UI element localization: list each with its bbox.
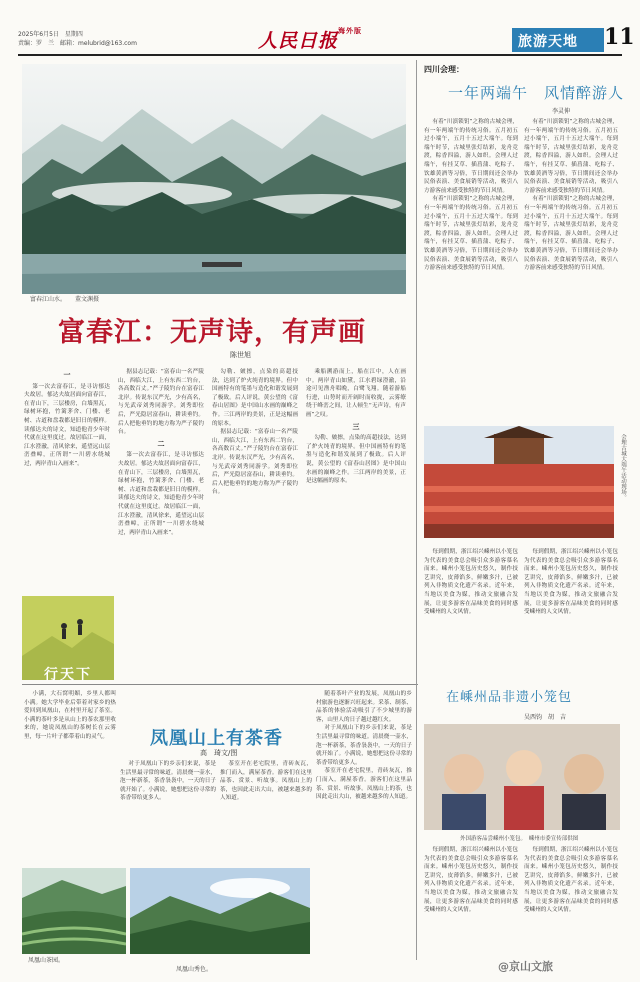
group-photo [424, 724, 620, 830]
article3-title: 一年两端午 风情醉游人 [448, 84, 625, 102]
issue-date: 2025年6月5日 星期四 [18, 31, 83, 38]
logo-text: 人民日报 [258, 30, 339, 52]
column-divider [416, 60, 417, 960]
section-number: 二 [157, 439, 165, 448]
article2-text: 茶室开在老宅院里，青砖灰瓦，推门而入，满屋茶香。游客们在这里品茶、赏景、听故事。凤凰山上的茶，也因此走出大山，被越来越多的人知道。 [220, 761, 312, 802]
article1-text: 第一次去富春江，是寻访郁达夫故居。郁达夫故居面向富春江，在青山下，三层楼房，白墙黑瓦，绿树环抱，竹篱茅舍、门楼、老树、古道和盘栽都是旧日的模样。读郁达夫的诗文，知道他青少年时代就在这里度过。故居临江一面，江水澄澈，清风徐来，遥望远山层峦叠嶂，正所谓“一川碧水绕城过，两岸青山入画来”。 [118, 452, 204, 536]
editor-info: 责编：罗 兰 邮箱：melubrid@163.com [18, 40, 137, 47]
article1-text: 第一次去富春江，是寻访郁达夫故居。郁达夫故居面向富春江，在青山下，三层楼房，白墙黑瓦，绿树环抱，竹篱茅舍、门楼、老树、古道和盘栽都是旧日的模样。读郁达夫的诗文，知道他青少年时代就在这里度过。故居临江一面，江水澄澈，清风徐来，遥望远山层峦叠嶂，正所谓“一川碧水绕城过，两岸青山入画来”。 [24, 383, 110, 467]
page-number: 11 [604, 24, 635, 50]
article1-text: 据县志记载：“富春山一名严陵山，西临大江，上有东西二钓台，各高数百丈。”严子陵钓台在富春江北岸。传说东汉严光，少有高名，与光武帝刘秀同游学。刘秀即位后，严光隐居富春山，耕读垂钓。后人把他垂钓的地方称为严子陵钓台。 [212, 429, 298, 496]
festival-photo-caption: 会理古城大端午活动现场。 [620, 434, 626, 500]
tourists-eating-image [424, 724, 620, 830]
article4-byline: 吴西钧 胡 吉 [524, 714, 567, 721]
article2-text: 对于凤凰山下的乡亲们来说，茶是生活里最寻常的味道。清晨烧一壶水，泡一杯新茶，茶香袅袅中，一天的日子就开始了。小满说，她想把这份寻常的茶香带给更多人。 [120, 761, 216, 802]
section-tag: 旅游天地 [512, 28, 604, 52]
header-rule [18, 54, 622, 56]
article4-title: 在嵊州品非遗小笼包 [446, 690, 573, 705]
article1-title: 富春江：无声诗，有声画 [58, 317, 366, 348]
article1-text: 据县志记载：“富春山一名严陵山，西临大江，上有东西二钓台，各高数百丈。”严子陵钓台在富春江北岸。传说东汉严光，少有高名，与光武帝刘秀同游学。刘秀即位后，严光隐居富春山，耕读垂钓。后人把他垂钓的地方称为严子陵钓台。 [118, 369, 204, 436]
article4-text: 每到假期，浙江绍兴嵊州以小笼包为代表的美食总会吸引众多游客慕名而来。嵊州小笼包历史悠久，制作技艺讲究，皮薄馅多，鲜嫩多汁，已被列入非物质文化遗产名录。近年来，当地以美食为媒，推动文旅融合发展，让更多游客在品味美食的同时感受嵊州的人文风情。 [424, 847, 518, 914]
section-divider [22, 684, 418, 685]
article4-col-2 [524, 846, 618, 958]
watermark-text: @京山文旅 [498, 960, 553, 973]
article2-col-2 [120, 760, 216, 864]
tea-garden-photo [22, 868, 126, 954]
ancient-town-festival-image [424, 426, 614, 538]
article3-text: 有着“川滇锁钥”之称的古城会理，有一年两端午的传统习俗。五月初五过小端午，五月十五过大端午。每到端午时节，古城里张灯结彩，龙舟竞渡，粽香四溢，游人如织。会理人过端午，有挂艾草、插菖蒲、吃粽子、饮雄黄酒等习俗，节日期间还会举办民俗表演、美食展销等活动，吸引八方游客前来感受独特的节日风情。 [424, 196, 518, 272]
lead-photo [22, 64, 406, 294]
mountain-photo [130, 868, 310, 954]
article3-col-3 [424, 548, 518, 678]
column-banner-label: 行天下 [44, 667, 92, 683]
article3-kicker: 四川会理： [424, 65, 464, 74]
article2-text: 随着茶叶产业的发展，凤凰山的乡村旅游也逐渐兴旺起来。采茶、制茶、品茶的体验活动吸引了不少城里的游客，山里人的日子越过越红火。 [316, 691, 412, 723]
tea-garden-image [22, 868, 126, 954]
article4-text: 每到假期，浙江绍兴嵊州以小笼包为代表的美食总会吸引众多游客慕名而来。嵊州小笼包历史悠久，制作技艺讲究，皮薄馅多，鲜嫩多汁，已被列入非物质文化遗产名录。近年来，当地以美食为媒，推动文旅融合发展，让更多游客在品味美食的同时感受嵊州的人文风情。 [524, 549, 618, 616]
article1-col-2 [118, 368, 204, 686]
section-number: 三 [352, 422, 360, 431]
article4-text: 每到假期，浙江绍兴嵊州以小笼包为代表的美食总会吸引众多游客慕名而来。嵊州小笼包历史悠久，制作技艺讲究，皮薄馅多，鲜嫩多汁，已被列入非物质文化遗产名录。近年来，当地以美食为媒，推动文旅融合发展，让更多游客在品味美食的同时感受嵊州的人文风情。 [524, 847, 618, 914]
article3-col-1 [424, 118, 518, 422]
article3-text: 有着“川滇锁钥”之称的古城会理，有一年两端午的传统习俗。五月初五过小端午，五月十五过大端午。每到端午时节，古城里张灯结彩，龙舟竞渡，粽香四溢，游人如织。会理人过端午，有挂艾草、插菖蒲、吃粽子、饮雄黄酒等习俗，节日期间还会举办民俗表演、美食展销等活动，吸引八方游客前来感受独特的节日风情。 [424, 119, 518, 194]
article1-text: 勾勒、皴擦，点染的高超技法，达到了炉火纯青的境界。但中国画特有的笔墨与造化和谐发展到了极致。后人评说，黄公望的《富春山居图》是中国山水画的巅峰之作。三江两岸的美景，正是这幅画的原本。 [212, 369, 298, 427]
article2-byline: 高 琦文/图 [200, 749, 238, 757]
article1-text: 勾勒、皴擦，点染的高超技法，达到了炉火纯青的境界。但中国画特有的笔墨与造化和谐发展到了极致。后人评说，黄公望的《富春山居图》是中国山水画的巅峰之作。三江两岸的美景，正是这幅画的原本。 [306, 435, 406, 485]
article1-text: 乘船溯游而上，船在江中，人在画中。两岸青山如黛，江水碧绿澄澈，沿途可见渔舟唱晚，白鹭飞翔。随着游船行进，山势时而开阔时而收拢，云雾缭绕于峰峦之间，让人顿生“无声诗，有声画”之叹。 [306, 369, 406, 418]
article1-col-3 [212, 368, 298, 686]
article2-col-4 [316, 690, 412, 976]
logo-sub: 海外版 [338, 26, 363, 35]
tea-photo-caption: 凤凰山茶园。 [28, 957, 65, 964]
article2-col-1 [24, 690, 116, 862]
article4-col-1 [424, 846, 518, 958]
article3-byline: 李灵伸 [552, 108, 571, 115]
header-meta [18, 30, 137, 48]
festival-photo [424, 426, 614, 538]
article2-text: 对于凤凰山下的乡亲们来说，茶是生活里最寻常的味道。清晨烧一壶水，泡一杯新茶，茶香袅袅中，一天的日子就开始了。小满说，她想把这份寻常的茶香带给更多人。 [316, 725, 412, 766]
article1-col-4 [306, 368, 406, 686]
section-number: 一 [63, 371, 71, 379]
article2-title: 凤凰山上有茶香 [150, 728, 283, 749]
article3-col-4 [524, 548, 618, 678]
newspaper-logo [258, 26, 378, 52]
article2-text: 小满，大石窝明媚，乡里人都叫小满。她大学毕业后带着对家乡的热爱回到凤凰山，在村里开起了茶室。小满的茶叶多是从山上的茶农那里收来的，她说凤凰山的茶树长在云雾里，每一片叶子都带着山的灵气。 [24, 691, 116, 740]
article2-col-3 [220, 760, 312, 864]
article1-col-1 [24, 368, 110, 590]
article3-text: 有着“川滇锁钥”之称的古城会理，有一年两端午的传统习俗。五月初五过小端午，五月十五过大端午。每到端午时节，古城里张灯结彩，龙舟竞渡，粽香四溢，游人如织。会理人过端午，有挂艾草、插菖蒲、吃粽子、饮雄黄酒等习俗，节日期间还会举办民俗表演、美食展销等活动，吸引八方游客前来感受独特的节日风情。 [524, 196, 618, 272]
article3-col-2 [524, 118, 618, 422]
mountain-river-image [22, 64, 406, 294]
article2-text: 茶室开在老宅院里，青砖灰瓦，推门而入，满屋茶香。游客们在这里品茶、赏景、听故事。凤凰山上的茶，也因此走出大山，被越来越多的人知道。 [316, 768, 412, 801]
article1-byline: 陈世旭 [230, 351, 251, 359]
article3-text: 有着“川滇锁钥”之称的古城会理，有一年两端午的传统习俗。五月初五过小端午，五月十五过大端午。每到端午时节，古城里张灯结彩，龙舟竞渡，粽香四溢，游人如织。会理人过端午，有挂艾草、插菖蒲、吃粽子、饮雄黄酒等习俗，节日期间还会举办民俗表演、美食展销等活动，吸引八方游客前来感受独特的节日风情。 [524, 119, 618, 194]
lead-photo-caption: 富春江山水。 董文渊摄 [30, 296, 100, 303]
article4-text: 每到假期，浙江绍兴嵊州以小笼包为代表的美食总会吸引众多游客慕名而来。嵊州小笼包历史悠久，制作技艺讲究，皮薄馅多，鲜嫩多汁，已被列入非物质文化遗产名录。近年来，当地以美食为媒，推动文旅融合发展，让更多游客在品味美食的同时感受嵊州的人文风情。 [424, 549, 518, 616]
mountain-photo-caption: 凤凰山秀色。 [176, 966, 213, 973]
mountain-village-image [130, 868, 310, 954]
group-photo-caption: 外国游客品尝嵊州小笼包。 嵊州市委宣传部供图 [460, 836, 579, 842]
